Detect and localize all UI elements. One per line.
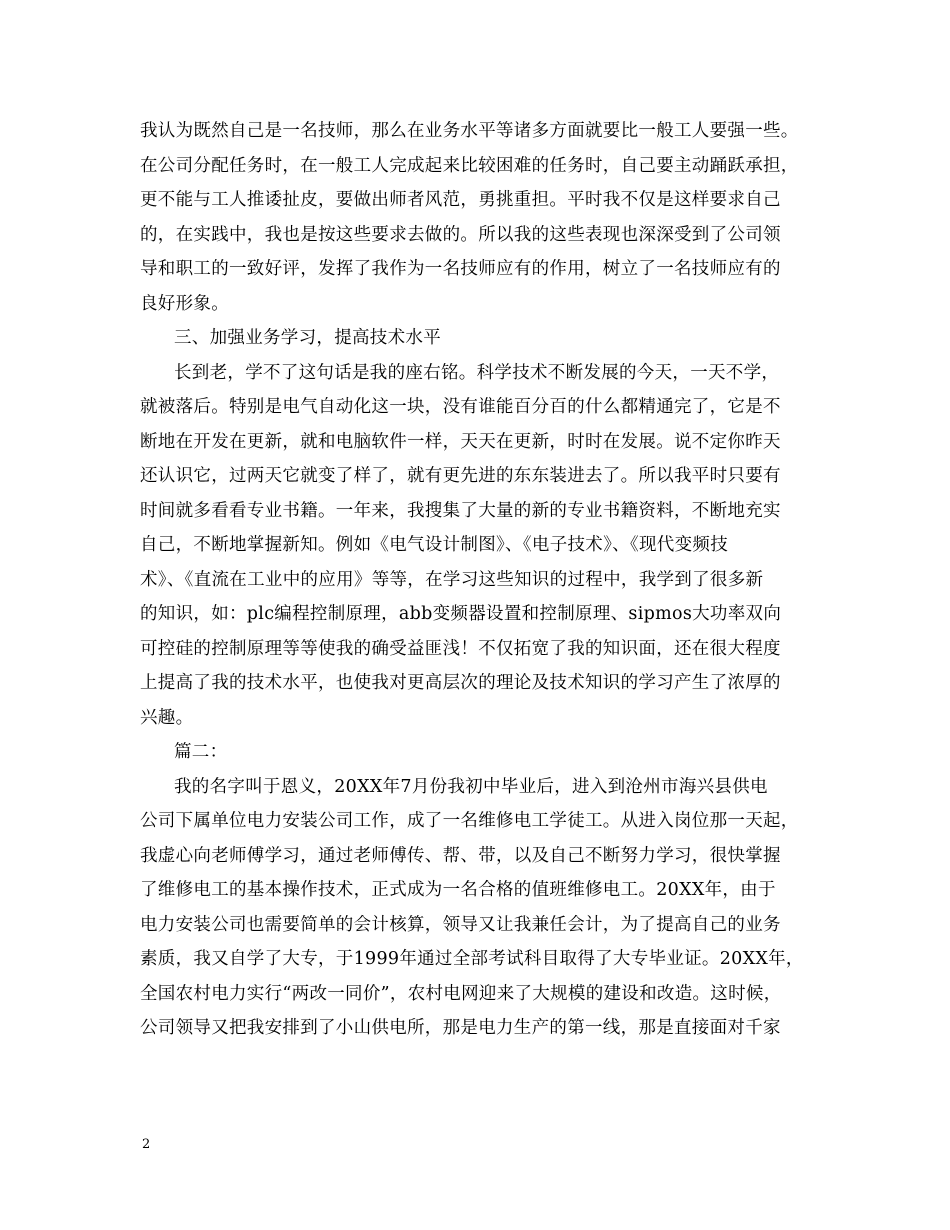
text-line: 良好形象。: [140, 293, 229, 314]
text-line: 了维修电工的基本操作技术，正式成为一名合格的值班维修电工。20XX年，由于: [140, 880, 776, 900]
text-line: 电力安装公司也需要简单的会计核算，领导又让我兼任会计，为了提高自己的业务: [140, 914, 781, 935]
text-line: 断地在开发在更新，就和电脑软件一样，天天在更新，时时在发展。说不定你昨天: [140, 431, 781, 452]
text-line: 更不能与工人推诿扯皮，要做出师者风范，勇挑重担。平时我不仅是这样要求自己: [140, 190, 781, 210]
text-line: 术》、《直流在工业中的应用》等等，在学习这些知识的过程中，我学到了很多新: [140, 569, 764, 590]
text-line: 三、加强业务学习，提高技术水平: [174, 328, 441, 348]
text-line: 长到老，学不了这句话是我的座右铭。科学技术不断发展的今天，一天不学，: [174, 362, 780, 383]
text-line: 公司领导又把我安排到了小山供电所，那是电力生产的第一线，那是直接面对千家: [140, 1018, 781, 1038]
text-line: 我虚心向老师傅学习，通过老师傅传、帮、带，以及自己不断努力学习，很快掌握: [140, 845, 781, 866]
page-number: 2: [142, 1137, 151, 1152]
text-line: 在公司分配任务时，在一般工人完成起来比较困难的任务时，自己要主动踊跃承担，: [140, 155, 799, 176]
document-body: [140, 114, 830, 1046]
text-line: 我认为既然自己是一名技师，那么在业务水平等诸多方面就要比一般工人要强一些。: [140, 121, 799, 141]
text-line: 导和职工的一致好评，发挥了我作为一名技师应有的作用，树立了一名技师应有的: [140, 259, 781, 279]
text-line: 素质，我又自学了大专，于1999年通过全部考试科目取得了大专毕业证。20XX年，: [140, 949, 804, 969]
text-line: 的知识，如：plc编程控制原理，abb变频器设置和控制原理、sipmos大功率双向: [140, 604, 782, 624]
text-line: 自己，不断地掌握新知。例如《电气设计制图》、《电子技术》、《现代变频技: [140, 535, 728, 555]
text-line: 的，在实践中，我也是按这些要求去做的。所以我的这些表现也深深受到了公司领: [140, 224, 781, 245]
text-line: 上提高了我的技术水平，也使我对更高层次的理论及技术知识的学习产生了浓厚的: [140, 673, 781, 693]
text-line: 兴趣。: [140, 707, 194, 728]
text-line: 可控硅的控制原理等等使我的确受益匪浅！不仅拓宽了我的知识面，还在很大程度: [140, 638, 781, 659]
text-line: 就被落后。特别是电气自动化这一块，没有谁能百分百的什么都精通完了，它是不: [140, 397, 781, 417]
text-line: 公司下属单位电力安装公司工作，成了一名维修电工学徒工。从进入岗位那一天起，: [140, 811, 799, 831]
text-line: 时间就多看看专业书籍。一年来，我搜集了大量的新的专业书籍资料，不断地充实: [140, 500, 781, 521]
text-line: 还认识它，过两天它就变了样了，就有更先进的东东装进去了。所以我平时只要有: [140, 466, 781, 486]
text-line: 篇二：: [174, 742, 228, 762]
text-line: 我的名字叫于恩义，20XX年7月份我初中毕业后，进入到沧州市海兴县供电: [174, 776, 768, 797]
text-line: 全国农村电力实行“两改一同价”，农村电网迎来了大规模的建设和改造。这时候，: [140, 983, 782, 1004]
